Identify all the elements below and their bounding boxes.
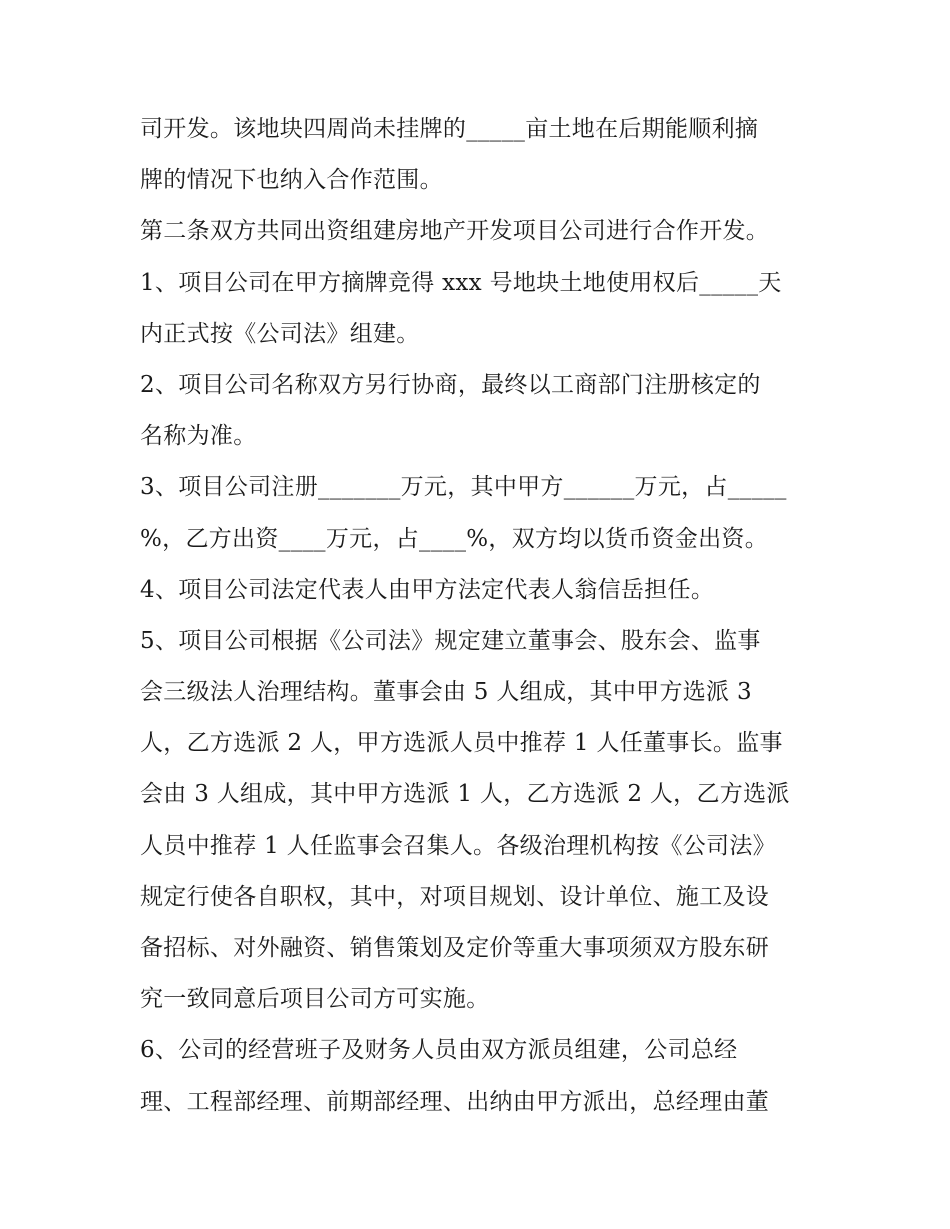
clause-3-line: 3、项目公司注册_______万元，其中甲方______万元，占_____ <box>140 474 787 501</box>
text-line: 备招标、对外融资、销售策划及定价等重大事项须双方股东研 <box>140 935 770 961</box>
article-heading: 第二条双方共同出资组建房地产开发项目公司进行合作开发。 <box>140 218 770 245</box>
clause-1-line: 1、项目公司在甲方摘牌竞得 xxx 号地块土地使用权后_____天 <box>140 269 782 296</box>
document-body <box>140 104 830 1128</box>
text-line: 内正式按《公司法》组建。 <box>140 320 420 347</box>
text-line: 会三级法人治理结构。董事会由 5 人组成，其中甲方选派 3 <box>140 679 752 706</box>
text-line: 会由 3 人组成，其中甲方选派 1 人，乙方选派 2 人，乙方选派 <box>140 781 790 808</box>
text-line: 究一致同意后项目公司方可实施。 <box>140 986 490 1013</box>
text-line: 人员中推荐 1 人任监事会召集人。各级治理机构按《公司法》 <box>140 832 776 859</box>
text-line: 牌的情况下也纳入合作范围。 <box>140 167 443 194</box>
text-line: 名称为准。 <box>140 423 257 450</box>
clause-2-line: 2、项目公司名称双方另行协商，最终以工商部门注册核定的 <box>140 371 761 398</box>
text-line: 司开发。该地块四周尚未挂牌的_____亩土地在后期能顺利摘 <box>140 116 759 142</box>
clause-6-line: 6、公司的经营班子及财务人员由双方派员组建，公司总经 <box>140 1037 738 1064</box>
text-line: 理、工程部经理、前期部经理、出纳由甲方派出，总经理由董 <box>140 1088 770 1115</box>
text-line: 规定行使各自职权，其中，对项目规划、设计单位、施工及设 <box>140 883 770 910</box>
text-line: 人，乙方选派 2 人，甲方选派人员中推荐 1 人任董事长。监事 <box>140 730 783 757</box>
clause-5-line: 5、项目公司根据《公司法》规定建立董事会、股东会、监事 <box>140 627 761 654</box>
clause-4-line: 4、项目公司法定代表人由甲方法定代表人翁信岳担任。 <box>140 576 715 603</box>
text-line: %，乙方出资____万元，占____%，双方均以货币资金出资。 <box>140 525 769 552</box>
